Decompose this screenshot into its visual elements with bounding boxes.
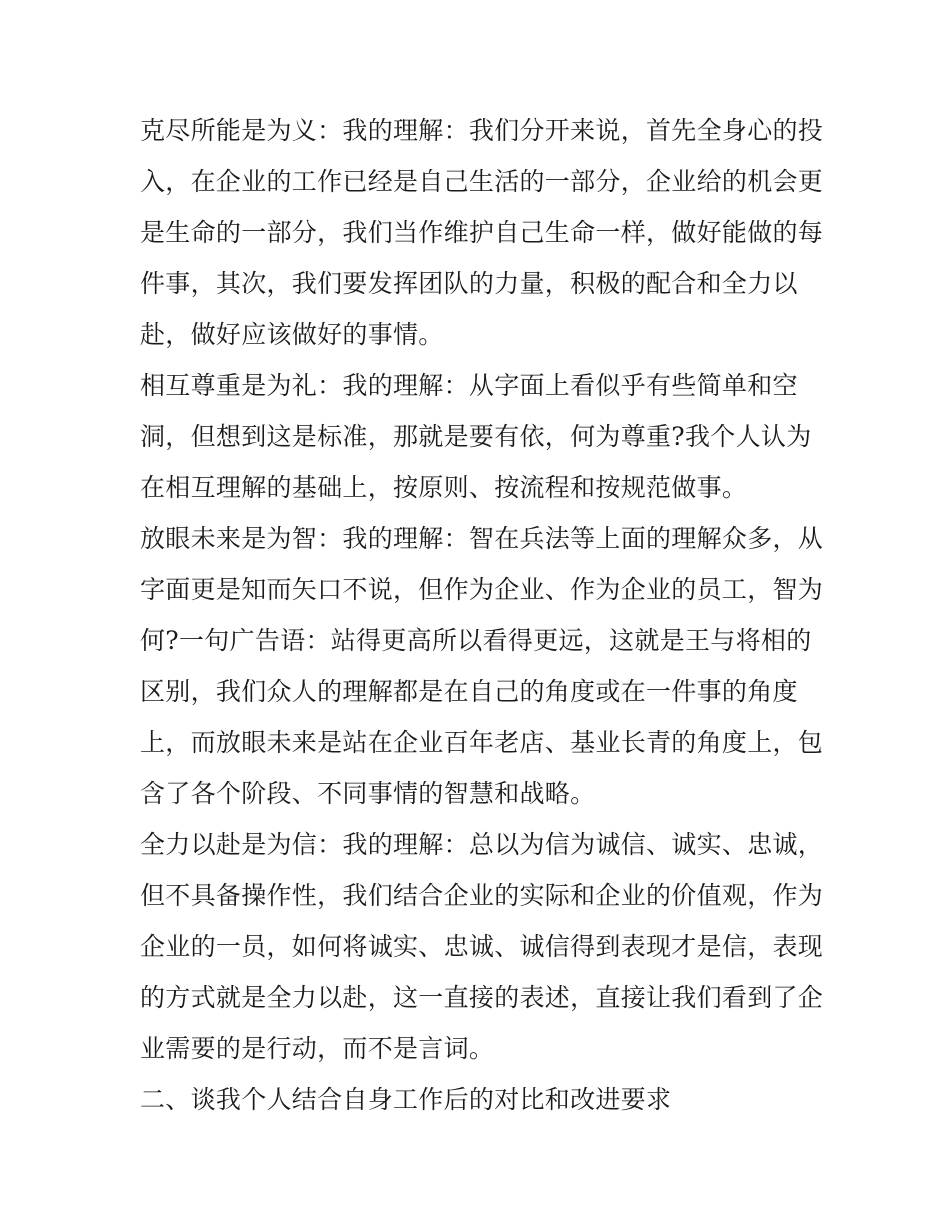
text-line: 克尽所能是为义：我的理解：我们分开来说，首先全身心的投	[140, 116, 824, 145]
text-line: 是生命的一部分，我们当作维护自己生命一样，做好能做的每	[140, 218, 824, 247]
text-line: 区别，我们众人的理解都是在自己的角度或在一件事的角度	[140, 677, 798, 706]
text-line: 的方式就是全力以赴，这一直接的表述，直接让我们看到了企	[140, 983, 824, 1012]
text-line: 在相互理解的基础上，按原则、按流程和按规范做事。	[140, 473, 748, 502]
text-line: 字面更是知而矢口不说，但作为企业、作为企业的员工，智为	[140, 575, 824, 604]
section-heading: 二、谈我个人结合自身工作后的对比和改进要求	[140, 1085, 672, 1114]
text-line: 相互尊重是为礼：我的理解：从字面上看似乎有些简单和空	[140, 371, 798, 400]
text-line: 赴，做好应该做好的事情。	[140, 320, 444, 349]
text-line: 洞，但想到这是标准，那就是要有依，何为尊重?我个人认为	[140, 422, 812, 451]
text-line: 企业的一员，如何将诚实、忠诚、诚信得到表现才是信，表现	[140, 932, 824, 961]
text-line: 入，在企业的工作已经是自己生活的一部分，企业给的机会更	[140, 167, 824, 196]
text-line: 含了各个阶段、不同事情的智慧和战略。	[140, 779, 596, 808]
text-line: 但不具备操作性，我们结合企业的实际和企业的价值观，作为	[140, 881, 824, 910]
text-line: 件事，其次，我们要发挥团队的力量，积极的配合和全力以	[140, 269, 798, 298]
text-line: 何?一句广告语：站得更高所以看得更远，这就是王与将相的	[140, 626, 812, 655]
text-line: 业需要的是行动，而不是言词。	[140, 1034, 495, 1063]
text-line: 放眼未来是为智：我的理解：智在兵法等上面的理解众多，从	[140, 524, 824, 553]
document-body	[140, 105, 824, 1125]
text-line: 上，而放眼未来是站在企业百年老店、基业长青的角度上，包	[140, 728, 824, 757]
text-line: 全力以赴是为信：我的理解：总以为信为诚信、诚实、忠诚，	[140, 830, 824, 859]
